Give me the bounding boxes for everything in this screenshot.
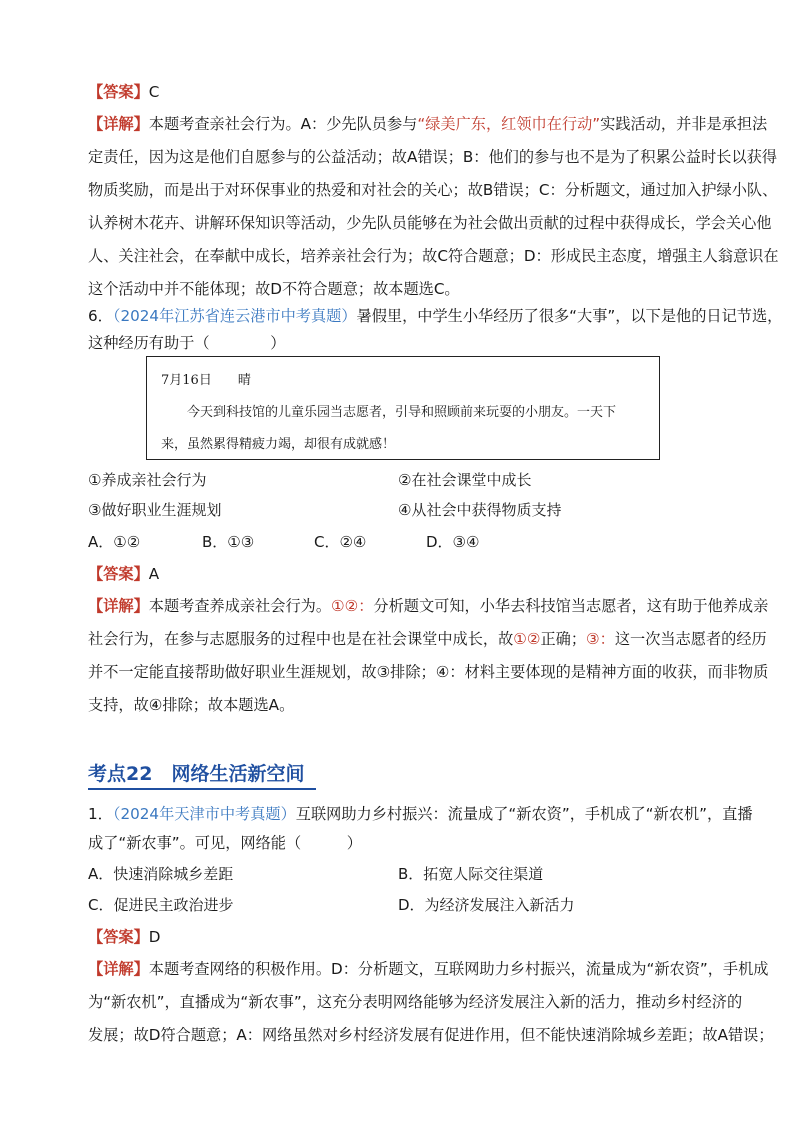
- detail-highlight: “绿美广东，红领巾在行动”: [417, 115, 601, 133]
- detail-highlight: ①②：: [331, 597, 374, 615]
- q6-option-a: A．①②: [88, 533, 141, 551]
- q5-detail-line-3: 物质奖励，而是出于对环保事业的热爱和对社会的关心；故B错误；C：分析题文，通过加入护绿小队、: [88, 181, 778, 199]
- q1-stem-line-1: [88, 804, 753, 824]
- q1-detail-line-2: 为“新农机”，直播成为“新农事”，这充分表明网络能够为经济发展注入新的活力，推动乡村经济的: [88, 993, 743, 1011]
- detail-tag: 【详解】: [88, 115, 149, 133]
- q1-detail-line-1: [88, 959, 769, 979]
- detail-text: 正确；: [540, 630, 587, 648]
- q6-stem-line-2: 这种经历有助于（ ）: [88, 334, 286, 352]
- question-number: 6．: [88, 307, 113, 325]
- answer-value: A: [148, 565, 160, 583]
- question-number: 1．: [88, 805, 113, 823]
- detail-text: 这一次当志愿者的经历: [614, 630, 767, 648]
- question-source: （2024年天津市中考真题）: [112, 805, 296, 823]
- detail-tag: 【详解】: [88, 597, 149, 615]
- q6-detail-line-2: [88, 629, 767, 649]
- answer-tag: 【答案】: [88, 565, 149, 583]
- section-heading-underline: [88, 788, 316, 790]
- answer-tag: 【答案】: [88, 928, 149, 946]
- answer-tag: 【答案】: [88, 83, 149, 101]
- diary-excerpt-box: [146, 356, 660, 460]
- q5-detail-line-1: [88, 114, 767, 134]
- q5-detail-line-5: 人、关注社会，在奉献中成长，培养亲社会行为；故C符合题意；D：形成民主态度，增强主人翁意识在: [88, 247, 779, 265]
- answer-value: C: [148, 83, 160, 101]
- q1-option-d: D．为经济发展注入新活力: [398, 896, 575, 914]
- q5-detail-line-6: 这个活动中并不能体现；故D不符合题意；故本题选C。: [88, 280, 460, 298]
- q1-option-a: A．快速消除城乡差距: [88, 865, 234, 883]
- detail-text: 社会行为，在参与志愿服务的过程中也是在社会课堂中成长，故: [88, 630, 514, 648]
- diary-text-line-1: 今天到科技馆的儿童乐园当志愿者，引导和照顾前来玩耍的小朋友。一天下: [187, 405, 617, 420]
- detail-highlight: ①②: [513, 630, 541, 648]
- diary-date: 7月16日 晴: [161, 373, 251, 388]
- q5-detail-line-4: 认养树木花卉、讲解环保知识等活动，少先队员能够在为社会做出贡献的过程中获得成长，学会关心他: [88, 214, 772, 232]
- detail-text: 分析题文可知，小华去科技馆当志愿者，这有助于他养成亲: [373, 597, 769, 615]
- q5-answer-line: [88, 82, 159, 102]
- q6-option-c: C．②④: [314, 533, 367, 551]
- q6-stem-line-1: [88, 306, 782, 326]
- q6-option-b: B．①③: [202, 533, 255, 551]
- q6-detail-line-1: [88, 596, 768, 616]
- q1-option-b: B．拓宽人际交往渠道: [398, 865, 544, 883]
- detail-text: 本题考查养成亲社会行为。: [148, 597, 331, 615]
- question-stem: 暑假里，中学生小华经历了很多“大事”，以下是他的日记节选，: [356, 307, 783, 325]
- q5-detail-line-2: 定责任，因为这是他们自愿参与的公益活动；故A错误；B：他们的参与也不是为了积累公益时长以获得: [88, 148, 778, 166]
- answer-value: D: [148, 928, 161, 946]
- q6-item-3: ③做好职业生涯规划: [88, 501, 222, 519]
- detail-highlight: ③：: [586, 630, 615, 648]
- q6-item-4: ④从社会中获得物质支持: [398, 501, 562, 519]
- question-source: （2024年江苏省连云港市中考真题）: [112, 307, 357, 325]
- q6-item-2: ②在社会课堂中成长: [398, 471, 532, 489]
- section-heading: 考点22 网络生活新空间: [88, 763, 305, 785]
- detail-text: 本题考查亲社会行为。A：少先队员参与: [148, 115, 418, 133]
- detail-text: 实践活动，并非是承担法: [600, 115, 768, 133]
- q6-item-1: ①养成亲社会行为: [88, 471, 207, 489]
- q1-option-c: C．促进民主政治进步: [88, 896, 234, 914]
- diary-text-line-2: 来，虽然累得精疲力竭，却很有成就感！: [161, 437, 396, 452]
- detail-text: 本题考查网络的积极作用。D：分析题文，互联网助力乡村振兴，流量成为“新农资”，手机成: [148, 960, 769, 978]
- q1-stem-line-2: 成了“新农事”。可见，网络能（ ）: [88, 834, 362, 852]
- q1-detail-line-3: 发展；故D符合题意；A：网络虽然对乡村经济发展有促进作用，但不能快速消除城乡差距；故A错误；: [88, 1026, 774, 1044]
- q6-answer-line: [88, 564, 159, 584]
- q1-answer-line: [88, 927, 160, 947]
- q6-detail-line-4: 支持，故④排除；故本题选A。: [88, 696, 295, 714]
- q6-option-d: D．③④: [426, 533, 480, 551]
- question-stem: 互联网助力乡村振兴：流量成了“新农资”，手机成了“新农机”，直播: [295, 805, 753, 823]
- q6-detail-line-3: 并不一定能直接帮助做好职业生涯规划，故③排除；④：材料主要体现的是精神方面的收获，而非物质: [88, 663, 769, 681]
- detail-tag: 【详解】: [88, 960, 149, 978]
